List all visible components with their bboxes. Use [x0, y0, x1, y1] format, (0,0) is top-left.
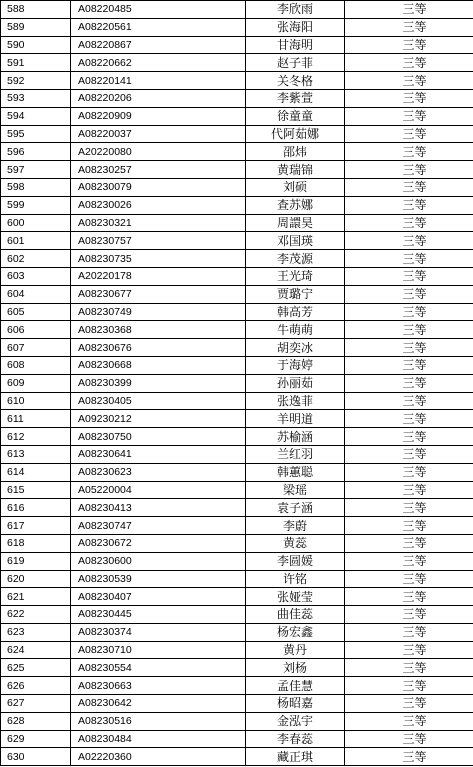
row-number-cell: 625: [1, 659, 71, 677]
table-row: [1, 730, 473, 748]
student-id-cell: A08230399: [71, 374, 246, 392]
row-number-cell: 592: [1, 72, 71, 90]
award-level-cell: 三等: [345, 499, 473, 517]
table-row: [1, 677, 473, 695]
award-level-cell: 三等: [345, 748, 473, 766]
student-name-cell: 苏榆涵: [246, 428, 345, 446]
student-id-cell: A08230374: [71, 623, 246, 641]
student-name-cell: 周譞昊: [246, 214, 345, 232]
row-number-cell: 607: [1, 339, 71, 357]
student-name-cell: 李蔚: [246, 517, 345, 535]
award-level-cell: 三等: [345, 463, 473, 481]
student-name-cell: 许铭: [246, 570, 345, 588]
table-row: [1, 641, 473, 659]
award-level-cell: 三等: [345, 606, 473, 624]
row-number-cell: 618: [1, 534, 71, 552]
student-id-cell: A08230747: [71, 517, 246, 535]
table-row: [1, 125, 473, 143]
table-row: [1, 1, 473, 19]
table-row: [1, 196, 473, 214]
student-id-cell: A20220178: [71, 267, 246, 285]
student-id-cell: A08230413: [71, 499, 246, 517]
award-level-cell: 三等: [345, 445, 473, 463]
row-number-cell: 600: [1, 214, 71, 232]
student-id-cell: A08220561: [71, 18, 246, 36]
student-name-cell: 刘杨: [246, 659, 345, 677]
row-number-cell: 626: [1, 677, 71, 695]
row-number-cell: 589: [1, 18, 71, 36]
student-name-cell: 杨昭嘉: [246, 695, 345, 713]
row-number-cell: 612: [1, 428, 71, 446]
row-number-cell: 614: [1, 463, 71, 481]
table-row: [1, 712, 473, 730]
table-row: [1, 267, 473, 285]
student-id-cell: A20220080: [71, 143, 246, 161]
student-id-cell: A05220004: [71, 481, 246, 499]
student-name-cell: 李紫萱: [246, 89, 345, 107]
row-number-cell: 596: [1, 143, 71, 161]
table-row: [1, 143, 473, 161]
row-number-cell: 627: [1, 695, 71, 713]
award-level-cell: 三等: [345, 481, 473, 499]
student-id-cell: A08230257: [71, 161, 246, 179]
row-number-cell: 629: [1, 730, 71, 748]
row-number-cell: 602: [1, 250, 71, 268]
row-number-cell: 617: [1, 517, 71, 535]
student-id-cell: A08230445: [71, 606, 246, 624]
table-row: [1, 499, 473, 517]
student-name-cell: 代阿茹娜: [246, 125, 345, 143]
award-level-cell: 三等: [345, 695, 473, 713]
student-id-cell: A08230750: [71, 428, 246, 446]
student-name-cell: 甘海明: [246, 36, 345, 54]
table-row: [1, 107, 473, 125]
table-row: [1, 392, 473, 410]
row-number-cell: 616: [1, 499, 71, 517]
table-row: [1, 285, 473, 303]
award-level-cell: 三等: [345, 250, 473, 268]
student-id-cell: A08230516: [71, 712, 246, 730]
table-row: [1, 463, 473, 481]
row-number-cell: 611: [1, 410, 71, 428]
student-id-cell: A08220909: [71, 107, 246, 125]
row-number-cell: 621: [1, 588, 71, 606]
row-number-cell: 606: [1, 321, 71, 339]
student-name-cell: 袁子涵: [246, 499, 345, 517]
table-row: [1, 18, 473, 36]
award-level-cell: 三等: [345, 534, 473, 552]
student-name-cell: 王光琦: [246, 267, 345, 285]
table-row: [1, 570, 473, 588]
award-level-cell: 三等: [345, 712, 473, 730]
student-id-cell: A02220360: [71, 748, 246, 766]
table-row: [1, 232, 473, 250]
row-number-cell: 601: [1, 232, 71, 250]
row-number-cell: 622: [1, 606, 71, 624]
student-id-cell: A08230710: [71, 641, 246, 659]
student-id-cell: A08230079: [71, 178, 246, 196]
award-level-cell: 三等: [345, 552, 473, 570]
award-level-cell: 三等: [345, 392, 473, 410]
table-row: [1, 695, 473, 713]
student-id-cell: A08230735: [71, 250, 246, 268]
award-level-cell: 三等: [345, 178, 473, 196]
student-id-cell: A08230405: [71, 392, 246, 410]
student-id-cell: A08220141: [71, 72, 246, 90]
award-level-cell: 三等: [345, 570, 473, 588]
row-number-cell: 594: [1, 107, 71, 125]
table-row: [1, 606, 473, 624]
row-number-cell: 590: [1, 36, 71, 54]
student-id-cell: A09230212: [71, 410, 246, 428]
student-name-cell: 韩高芳: [246, 303, 345, 321]
student-id-cell: A08220485: [71, 1, 246, 19]
award-level-cell: 三等: [345, 303, 473, 321]
table-row: [1, 445, 473, 463]
student-id-cell: A08230663: [71, 677, 246, 695]
student-name-cell: 黄瑞锦: [246, 161, 345, 179]
student-name-cell: 邵炜: [246, 143, 345, 161]
table-row: [1, 552, 473, 570]
award-level-cell: 三等: [345, 285, 473, 303]
student-name-cell: 贾璐宁: [246, 285, 345, 303]
table-row: [1, 410, 473, 428]
award-level-cell: 三等: [345, 356, 473, 374]
table-row: [1, 89, 473, 107]
award-level-cell: 三等: [345, 428, 473, 446]
student-id-cell: A08230026: [71, 196, 246, 214]
student-name-cell: 关冬格: [246, 72, 345, 90]
student-id-cell: A08230368: [71, 321, 246, 339]
student-name-cell: 金泓宇: [246, 712, 345, 730]
student-name-cell: 查苏娜: [246, 196, 345, 214]
row-number-cell: 623: [1, 623, 71, 641]
table-row: [1, 303, 473, 321]
table-row: [1, 623, 473, 641]
table-row: [1, 321, 473, 339]
student-name-cell: 黄蕊: [246, 534, 345, 552]
row-number-cell: 613: [1, 445, 71, 463]
student-id-cell: A08230676: [71, 339, 246, 357]
award-level-cell: 三等: [345, 232, 473, 250]
student-name-cell: 孙丽茹: [246, 374, 345, 392]
table-row: [1, 374, 473, 392]
award-level-cell: 三等: [345, 161, 473, 179]
student-id-cell: A08230539: [71, 570, 246, 588]
row-number-cell: 603: [1, 267, 71, 285]
student-name-cell: 羊明道: [246, 410, 345, 428]
row-number-cell: 615: [1, 481, 71, 499]
student-id-cell: A08230554: [71, 659, 246, 677]
student-id-cell: A08230672: [71, 534, 246, 552]
row-number-cell: 610: [1, 392, 71, 410]
student-id-cell: A08230749: [71, 303, 246, 321]
table-row: [1, 534, 473, 552]
student-name-cell: 曲佳蕊: [246, 606, 345, 624]
student-name-cell: 赵子菲: [246, 54, 345, 72]
award-level-cell: 三等: [345, 107, 473, 125]
table-row: [1, 517, 473, 535]
award-level-cell: 三等: [345, 677, 473, 695]
table-row: [1, 36, 473, 54]
table-row: [1, 178, 473, 196]
table-row: [1, 339, 473, 357]
row-number-cell: 628: [1, 712, 71, 730]
table-row: [1, 481, 473, 499]
row-number-cell: 598: [1, 178, 71, 196]
row-number-cell: 599: [1, 196, 71, 214]
student-id-cell: A08230642: [71, 695, 246, 713]
row-number-cell: 609: [1, 374, 71, 392]
row-number-cell: 595: [1, 125, 71, 143]
award-level-cell: 三等: [345, 18, 473, 36]
student-id-cell: A08230484: [71, 730, 246, 748]
student-name-cell: 兰红羽: [246, 445, 345, 463]
row-number-cell: 591: [1, 54, 71, 72]
student-id-cell: A08230600: [71, 552, 246, 570]
row-number-cell: 604: [1, 285, 71, 303]
award-level-cell: 三等: [345, 517, 473, 535]
award-level-cell: 三等: [345, 1, 473, 19]
student-name-cell: 藏正琪: [246, 748, 345, 766]
award-level-cell: 三等: [345, 410, 473, 428]
student-id-cell: A08220867: [71, 36, 246, 54]
award-level-cell: 三等: [345, 72, 473, 90]
student-name-cell: 张逸菲: [246, 392, 345, 410]
award-level-cell: 三等: [345, 143, 473, 161]
award-level-cell: 三等: [345, 89, 473, 107]
student-name-cell: 李春蕊: [246, 730, 345, 748]
row-number-cell: 619: [1, 552, 71, 570]
student-name-cell: 孟佳慧: [246, 677, 345, 695]
table-row: [1, 356, 473, 374]
table-row: [1, 659, 473, 677]
award-level-cell: 三等: [345, 588, 473, 606]
award-level-cell: 三等: [345, 214, 473, 232]
row-number-cell: 597: [1, 161, 71, 179]
row-number-cell: 630: [1, 748, 71, 766]
award-level-cell: 三等: [345, 196, 473, 214]
award-level-cell: 三等: [345, 267, 473, 285]
award-level-cell: 三等: [345, 374, 473, 392]
table-row: [1, 161, 473, 179]
student-id-cell: A08220037: [71, 125, 246, 143]
row-number-cell: 605: [1, 303, 71, 321]
row-number-cell: 593: [1, 89, 71, 107]
student-id-cell: A08230623: [71, 463, 246, 481]
row-number-cell: 588: [1, 1, 71, 19]
row-number-cell: 624: [1, 641, 71, 659]
student-id-cell: A08220662: [71, 54, 246, 72]
student-id-cell: A08230407: [71, 588, 246, 606]
student-name-cell: 徐童童: [246, 107, 345, 125]
student-name-cell: 张海阳: [246, 18, 345, 36]
row-number-cell: 620: [1, 570, 71, 588]
student-id-cell: A08230757: [71, 232, 246, 250]
award-level-cell: 三等: [345, 641, 473, 659]
table-body: [1, 1, 473, 766]
student-name-cell: 杨宏鑫: [246, 623, 345, 641]
table-row: [1, 250, 473, 268]
award-level-cell: 三等: [345, 659, 473, 677]
student-name-cell: 李茂源: [246, 250, 345, 268]
award-level-cell: 三等: [345, 36, 473, 54]
student-id-cell: A08230321: [71, 214, 246, 232]
student-id-cell: A08230641: [71, 445, 246, 463]
student-name-cell: 张娅莹: [246, 588, 345, 606]
student-name-cell: 韩蕙聪: [246, 463, 345, 481]
table-row: [1, 588, 473, 606]
award-level-cell: 三等: [345, 54, 473, 72]
student-id-cell: A08230677: [71, 285, 246, 303]
award-level-cell: 三等: [345, 339, 473, 357]
table-row: [1, 72, 473, 90]
table-row: [1, 428, 473, 446]
student-name-cell: 胡奕冰: [246, 339, 345, 357]
student-name-cell: 李欣雨: [246, 1, 345, 19]
award-level-cell: 三等: [345, 125, 473, 143]
table-row: [1, 214, 473, 232]
student-id-cell: A08220206: [71, 89, 246, 107]
row-number-cell: 608: [1, 356, 71, 374]
student-id-cell: A08230668: [71, 356, 246, 374]
award-level-cell: 三等: [345, 730, 473, 748]
award-level-cell: 三等: [345, 321, 473, 339]
student-name-cell: 邓国瑛: [246, 232, 345, 250]
student-name-cell: 梁瑶: [246, 481, 345, 499]
student-name-cell: 刘硕: [246, 178, 345, 196]
student-name-cell: 李圆媛: [246, 552, 345, 570]
table-row: [1, 748, 473, 766]
student-name-cell: 于海婷: [246, 356, 345, 374]
student-name-cell: 黄丹: [246, 641, 345, 659]
award-level-cell: 三等: [345, 623, 473, 641]
student-name-cell: 牛萌萌: [246, 321, 345, 339]
table-row: [1, 54, 473, 72]
